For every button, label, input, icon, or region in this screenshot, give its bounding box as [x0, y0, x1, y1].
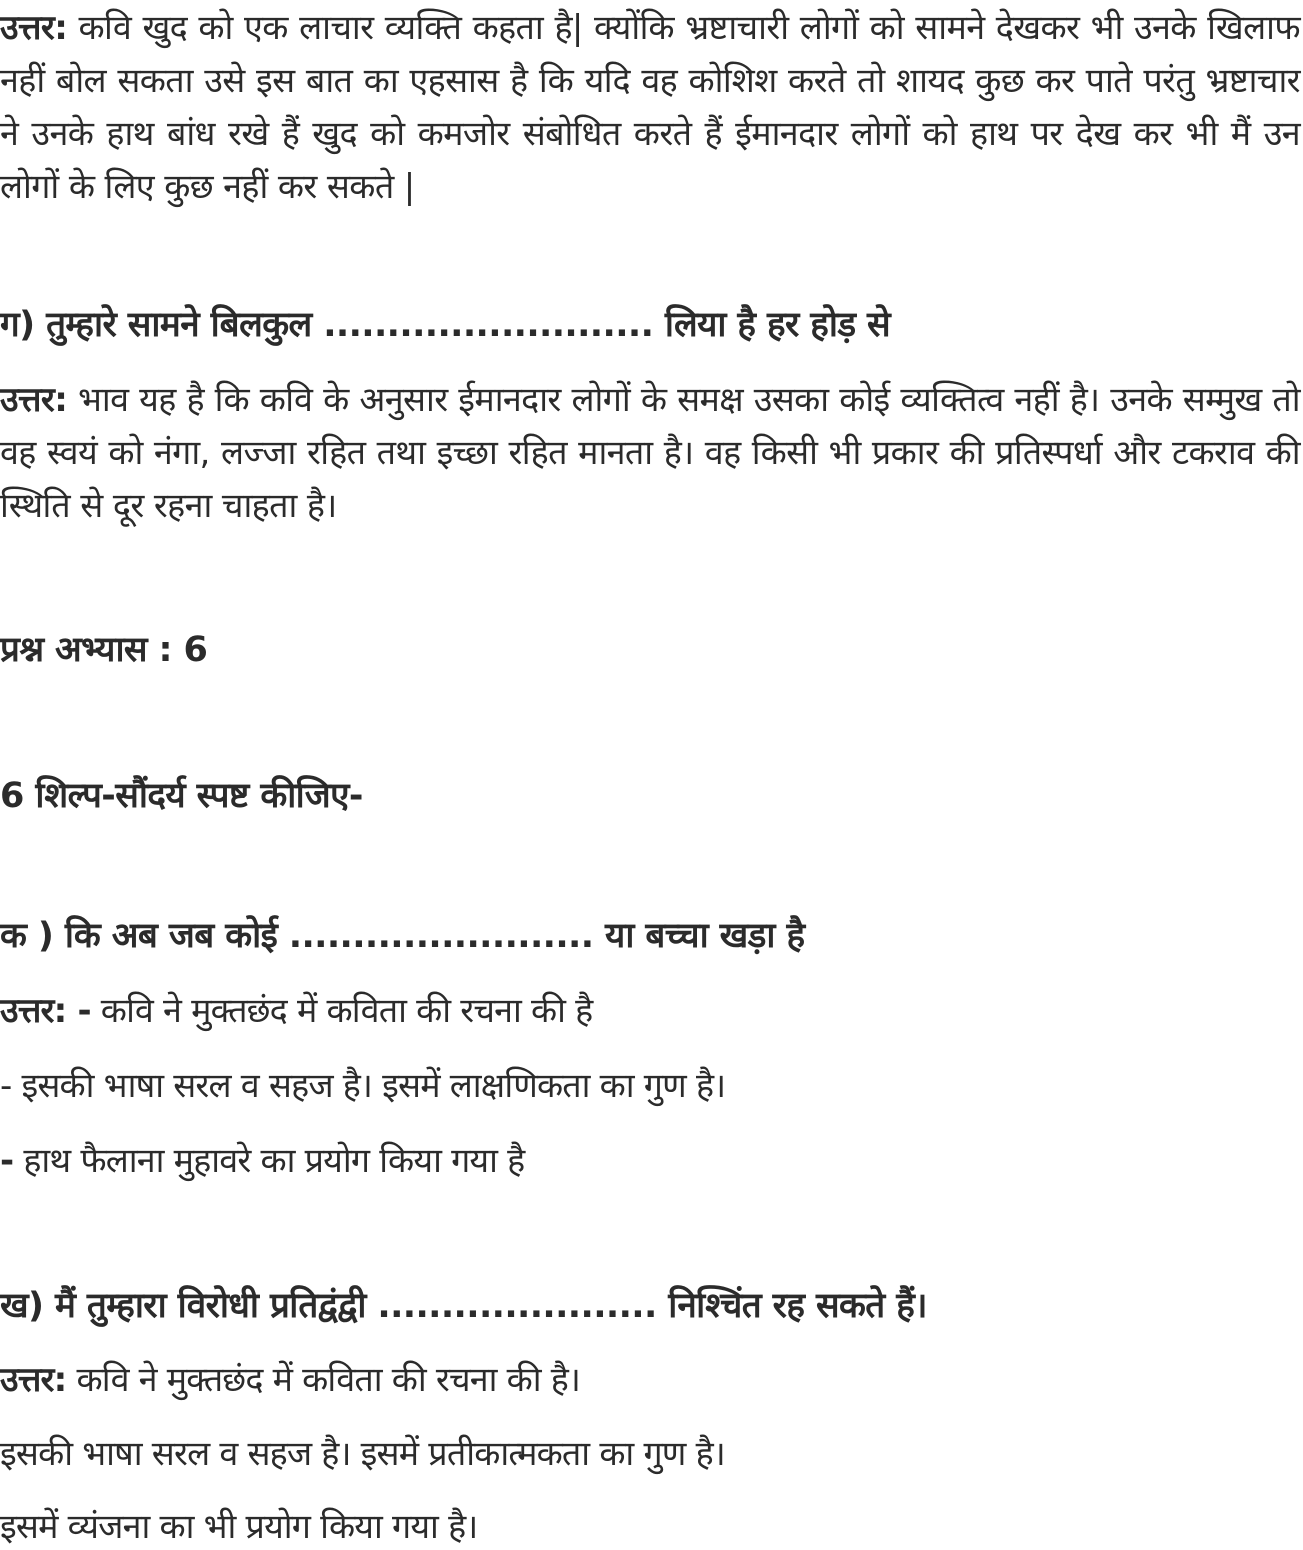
answer-ka-line-3: [0, 1138, 524, 1184]
question-ka: क ) कि अब जब कोई ........................ या बच्चा खड़ा है: [0, 916, 805, 956]
answer-ka-line-1: [0, 988, 592, 1034]
answer-ka-line-2: - इसकी भाषा सरल व सहज है। इसमें लाक्षणिकता का गुण है।: [0, 1066, 726, 1106]
answer-text: हाथ फैलाना मुहावरे का प्रयोग किया गया है: [13, 1141, 525, 1181]
answer-kha-line-2: इसकी भाषा सरल व सहज है। इसमें प्रतीकात्मकता का गुण है।: [0, 1434, 725, 1474]
answer-label: उत्तर:: [0, 380, 68, 420]
answer-text: भाव यह है कि कवि के अनुसार ईमानदार लोगों के समक्ष उसका कोई व्यक्तित्व नहीं है। उनके सम्मुख तो वह स्वयं को नंगा, लज्जा रहित तथा इच्छा रहित मानता है। वह किसी भी प्रकार की प्रतिस्पर्धा और टकराव की स्थिति से दूर रहना चाहता है।: [0, 380, 1300, 526]
question-ga: ग) तुम्हारे सामने बिलकुल .......................... लिया है हर होड़ से: [0, 305, 891, 345]
answer-text: कवि खुद को एक लाचार व्यक्ति कहता है| क्योंकि भ्रष्टाचारी लोगों को सामने देखकर भी उनके खिलाफ नहीं बोल सकता उसे इस बात का एहसास है कि यदि वह कोशिश करते तो शायद कुछ कर पाते परंतु भ्रष्टाचार ने उनके हाथ बांध रखे हैं खुद को कमजोर संबोधित करते हैं ईमानदार लोगों को हाथ पर देख कर भी मैं उन लोगों के लिए कुछ नहीं कर सकते |: [0, 8, 1300, 207]
answer-text: कवि ने मुक्तछंद में कविता की रचना की है।: [66, 1360, 581, 1400]
question-kha: ख) मैं तुम्हारा विरोधी प्रतिद्वंद्वी ...................... निश्चिंत रह सकते हैं।: [0, 1286, 927, 1326]
exercise-heading: प्रश्न अभ्यास : 6: [0, 630, 208, 670]
answer-kha-line-3: इसमें व्यंजना का भी प्रयोग किया गया है।: [0, 1507, 478, 1547]
answer-paragraph-1: [0, 2, 1300, 214]
exercise-title: 6 शिल्प-सौंदर्य स्पष्ट कीजिए-: [0, 776, 363, 816]
answer-text: कवि ने मुक्तछंद में कविता की रचना की है: [90, 991, 593, 1031]
answer-label: उत्तर:: [0, 991, 67, 1031]
answer-label: उत्तर:: [0, 1360, 67, 1400]
answer-dash: -: [0, 1141, 14, 1181]
answer-dash: -: [66, 991, 91, 1031]
answer-kha-line-1: [0, 1357, 580, 1403]
answer-paragraph-2: [0, 374, 1300, 533]
answer-label: उत्तर:: [0, 8, 68, 48]
